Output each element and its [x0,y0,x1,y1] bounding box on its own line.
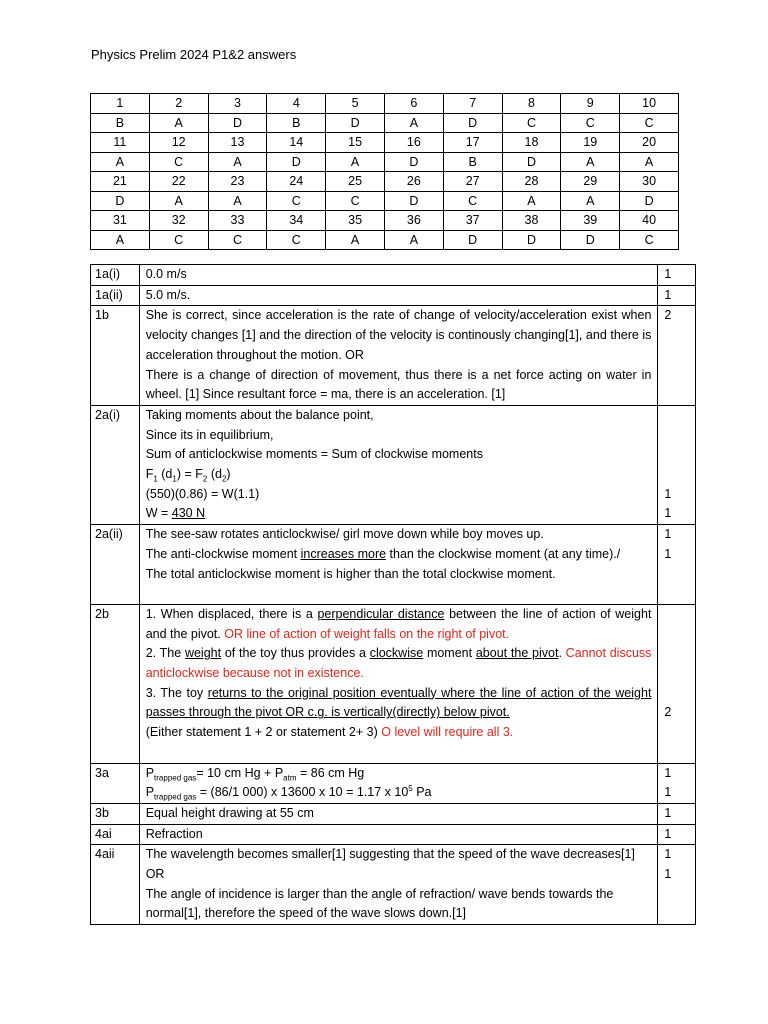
mcq-question-number: 20 [620,133,679,153]
mcq-question-number: 16 [384,133,443,153]
mcq-answer: C [620,113,679,133]
mcq-answer: C [149,152,208,172]
mark: 1 1 [658,525,696,605]
mcq-answer: A [91,152,150,172]
answer-line: Taking moments about the balance point, [145,407,374,422]
answer-text [139,306,658,406]
question-label: 1a(ii) [91,285,140,306]
mcq-question-number: 12 [149,133,208,153]
mcq-answer: A [502,191,561,211]
mcq-answer-row [91,152,679,172]
mcq-question-number: 5 [326,94,385,114]
answer-text: 5.0 m/s. [139,285,658,306]
mcq-question-number: 40 [620,211,679,231]
mcq-question-number: 6 [384,94,443,114]
mcq-answer-row [91,191,679,211]
answer-line: $P_{trapped gas} = (86/1$ 000) x 13600 x 10 = 1.17 x $10^5$ Pa [145,784,432,802]
mcq-answer: A [326,152,385,172]
mcq-question-number: 23 [208,172,267,192]
mark: 2 [658,306,696,406]
mcq-question-number: 13 [208,133,267,153]
answer-text: Equal height drawing at 55 cm [139,803,658,824]
mcq-answer: C [149,230,208,250]
mcq-answer: C [443,191,502,211]
mcq-question-number: 15 [326,133,385,153]
mcq-question-number: 18 [502,133,561,153]
mcq-answer: C [620,230,679,250]
mcq-answer: A [384,230,443,250]
mcq-answer: C [208,230,267,250]
mcq-question-number-row [91,133,679,153]
mcq-answer: B [267,113,326,133]
answer-row-1ai [91,265,696,286]
mcq-question-number: 1 [91,94,150,114]
question-label: 4ai [91,824,140,845]
answer-text [139,405,658,524]
mcq-answer: C [326,191,385,211]
mcq-question-number: 29 [561,172,620,192]
answer-row-4aii [91,845,696,925]
question-label: 3b [91,803,140,824]
mcq-answer: A [208,191,267,211]
answer-line: (550)(0.86) = W(1.1) [145,486,260,501]
mcq-question-number-row [91,172,679,192]
mcq-answer: A [561,152,620,172]
question-label: 1b [91,306,140,406]
answer-line: She is correct, since acceleration is the rate of change of velocity/acceleration exist when velocity changes [1] and the direction of the velocity is continously changing[1], and there is acceleration throughout the motion. OR [145,308,652,362]
mcq-question-number: 3 [208,94,267,114]
answer-row-2b [91,604,696,763]
mark: 1 [658,803,696,824]
mcq-question-number-row [91,211,679,231]
answer-line: $P_{trapped gas}= 10$ cm $Hg + P_{atm} = 86$ cm Hg [145,765,365,783]
answer-line: The see-saw rotates anticlockwise/ girl move down while boy moves up. [145,527,544,542]
question-label: 2a(i) [91,405,140,524]
question-label: 4aii [91,845,140,925]
mcq-question-number: 14 [267,133,326,153]
mcq-answer: A [326,230,385,250]
answer-text [139,763,658,803]
mcq-answer: D [208,113,267,133]
answer-row-2ai [91,405,696,524]
answer-line: The wavelength becomes smaller[1] suggesting that the speed of the wave decreases[1] OR [145,847,635,882]
mcq-answer: A [208,152,267,172]
answer-text: 0.0 m/s [139,265,658,286]
mcq-answer: D [91,191,150,211]
mcq-answer-table [90,93,679,250]
mcq-answer: A [384,113,443,133]
answer-line: There is a change of direction of movement, thus there is a net force acting on water in wheel. [1] Since resultant force = ma, there is an acceleration. [1] [145,367,652,402]
mcq-answer: C [561,113,620,133]
mcq-question-number: 26 [384,172,443,192]
answer-line: W = 430 N [145,506,206,521]
mcq-answer: D [561,230,620,250]
question-label: 2b [91,604,140,763]
mcq-answer: A [620,152,679,172]
question-label: 1a(i) [91,265,140,286]
mcq-answer: D [502,152,561,172]
answer-line: Since its in equilibrium, [145,427,274,442]
structured-answer-table [90,264,696,925]
answer-line: The anti-clockwise moment increases more than the clockwise moment (at any time)./ [145,546,621,561]
mcq-question-number: 37 [443,211,502,231]
answer-text: Refraction [139,824,658,845]
mcq-answer: C [502,113,561,133]
mcq-answer: D [384,152,443,172]
answer-text [139,845,658,925]
mcq-answer: A [149,113,208,133]
answer-text [139,525,658,605]
mcq-question-number: 4 [267,94,326,114]
mcq-answer: D [267,152,326,172]
mcq-question-number: 7 [443,94,502,114]
mcq-question-number: 34 [267,211,326,231]
mcq-answer: D [502,230,561,250]
mark: 1 1 [658,763,696,803]
question-label: 2a(ii) [91,525,140,605]
mark: 1 [658,285,696,306]
mcq-answer: D [326,113,385,133]
mark: 1 1 [658,845,696,925]
answer-line: Sum of anticlockwise moments = Sum of clockwise moments [145,447,483,462]
mcq-question-number: 21 [91,172,150,192]
mcq-question-number: 19 [561,133,620,153]
mcq-answer: B [91,113,150,133]
mcq-question-number: 17 [443,133,502,153]
answer-row-3a [91,763,696,803]
answer-row-4ai [91,824,696,845]
mcq-question-number: 27 [443,172,502,192]
mcq-question-number: 11 [91,133,150,153]
question-label: 3a [91,763,140,803]
mark: 1 1 [658,405,696,524]
statement-3: 3. The toy returns to the original position eventually where the line of action of the weight passes through the pivot OR c.g. is vertically(directly) below pivot. [145,685,652,720]
mcq-answer: D [443,230,502,250]
mcq-answer: D [384,191,443,211]
answer-line: $F_1$ $(d_1) = F_2$ $(d_2)$ [145,467,231,484]
answer-line: The total anticlockwise moment is higher than the total clockwise moment. [145,566,556,581]
mcq-answer: C [267,191,326,211]
answer-text [139,604,658,763]
statement-note: (Either statement 1 + 2 or statement 2+ 3) O level will require all 3. [145,725,514,740]
mcq-answer: D [443,113,502,133]
mcq-question-number: 10 [620,94,679,114]
answer-row-1aii [91,285,696,306]
mcq-question-number: 25 [326,172,385,192]
mark: 1 [658,824,696,845]
mcq-question-number: 31 [91,211,150,231]
mcq-answer-row [91,230,679,250]
statement-1: 1. When displaced, there is a perpendicular distance between the line of action of weight and the pivot. OR line of action of weight falls on the right of pivot. [145,606,652,641]
statement-2: 2. The weight of the toy thus provides a clockwise moment about the pivot. Cannot discuss anticlockwise because not in existence. [145,646,652,681]
mcq-question-number: 32 [149,211,208,231]
mcq-answer: A [561,191,620,211]
mcq-answer: A [149,191,208,211]
answer-line: The angle of incidence is larger than the angle of refraction/ wave bends towards the normal[1], therefore the speed of the wave slows down.[1] [145,886,614,921]
mcq-question-number: 33 [208,211,267,231]
mcq-question-number: 24 [267,172,326,192]
answer-row-3b [91,803,696,824]
page-title: Physics Prelim 2024 P1&2 answers [91,47,297,62]
mark: 1 [658,265,696,286]
answer-row-1b [91,306,696,406]
mcq-question-number: 22 [149,172,208,192]
mcq-question-number: 39 [561,211,620,231]
answer-row-2aii [91,525,696,605]
mcq-question-number: 28 [502,172,561,192]
mcq-question-number: 9 [561,94,620,114]
mcq-question-number: 38 [502,211,561,231]
mcq-question-number: 2 [149,94,208,114]
mcq-answer: B [443,152,502,172]
mcq-answer-row [91,113,679,133]
mcq-question-number: 35 [326,211,385,231]
mcq-question-number: 8 [502,94,561,114]
mcq-answer: A [91,230,150,250]
mcq-question-number: 30 [620,172,679,192]
mcq-answer: D [620,191,679,211]
mark: 2 [658,604,696,763]
mcq-question-number-row [91,94,679,114]
mcq-question-number: 36 [384,211,443,231]
mcq-answer: C [267,230,326,250]
